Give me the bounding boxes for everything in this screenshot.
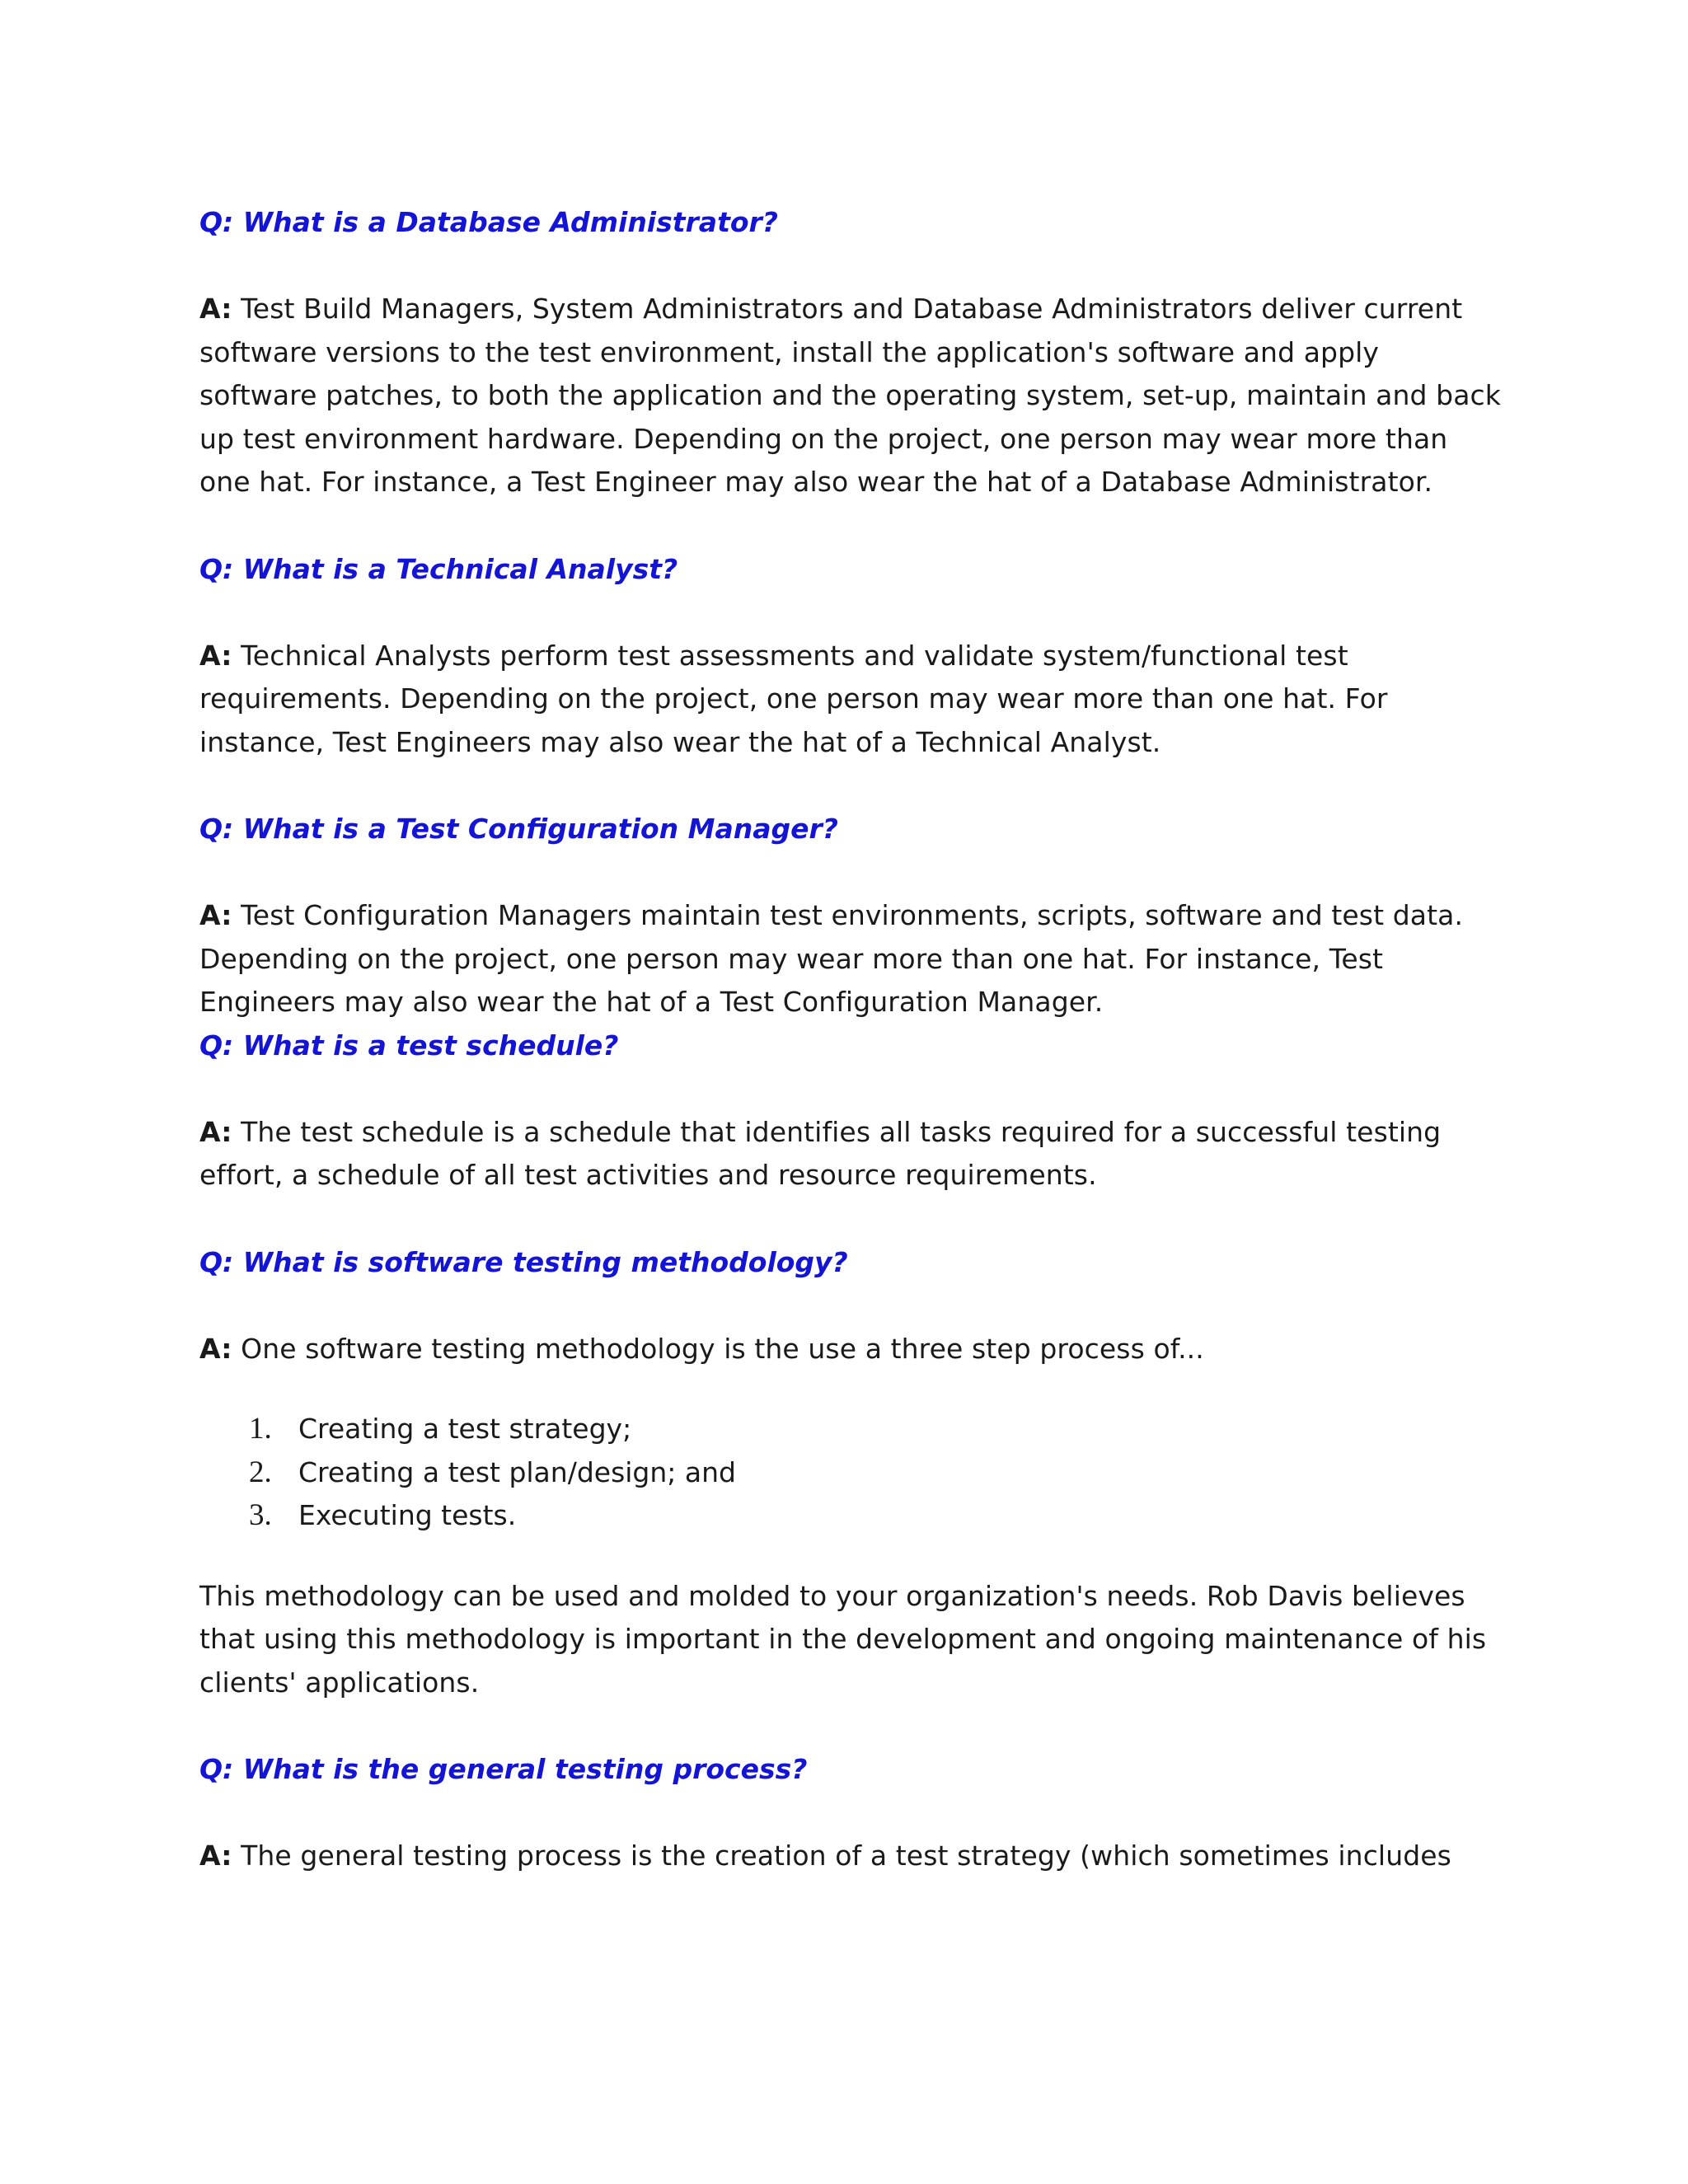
answer-text: The test schedule is a schedule that identifies all tasks required for a successful testing effort, a schedule of all test activities and resource requirements. (199, 1115, 1442, 1191)
answer-label: A: (199, 1332, 232, 1365)
answer-paragraph (199, 894, 1502, 1024)
list-item-text: Creating a test plan/design; and (298, 1455, 736, 1488)
answer-paragraph (199, 1835, 1502, 1878)
list-number: 2. (249, 1455, 272, 1489)
list-item-text: Executing tests. (298, 1499, 517, 1531)
answer-label: A: (199, 639, 232, 672)
question-heading: Q: What is the general testing process? (199, 1753, 808, 1785)
list-item (199, 1408, 1502, 1451)
answer-paragraph (199, 288, 1502, 504)
answer-text: Test Build Managers, System Administrators and Database Administrators deliver current software versions to the test environment, install the application's software and apply software patches, to both the application and the operating system, set-up, maintain and back up test environment hardware. Depending on the project, one person may wear more than one hat. For instance, a Test Engineer may also wear the hat of a Database Administrator. (199, 293, 1501, 498)
answer-text: Test Configuration Managers maintain test environments, scripts, software and test data. Depending on the project, one person may wear more than one hat. For instance, Test Engineers may also wear the hat of a Test Configuration Manager. (199, 899, 1464, 1018)
answer-label: A: (199, 899, 232, 931)
answer-text: One software testing methodology is the use a three step process of... (241, 1332, 1204, 1365)
answer-paragraph (199, 635, 1502, 765)
answer-paragraph (199, 1111, 1502, 1197)
answer-text: Technical Analysts perform test assessments and validate system/functional test requirements. Depending on the project, one person may wear more than one hat. For instance, Test Engineers may also wear the hat of a Technical Analyst. (199, 639, 1388, 758)
list-number: 1. (249, 1412, 272, 1446)
answer-label: A: (199, 1115, 232, 1148)
list-number: 3. (249, 1498, 272, 1532)
list-item (199, 1451, 1502, 1495)
steps-list (199, 1408, 1502, 1538)
answer-text: The general testing process is the creation of a test strategy (which sometimes includes (241, 1840, 1451, 1872)
answer-label: A: (199, 1840, 232, 1872)
document-page (199, 201, 1502, 1878)
list-item-text: Creating a test strategy; (298, 1413, 632, 1445)
answer-paragraph (199, 1328, 1502, 1371)
question-heading: Q: What is a Test Configuration Manager? (199, 813, 838, 845)
question-heading: Q: What is a Database Administrator? (199, 206, 778, 238)
followup-paragraph: This methodology can be used and molded to your organization's needs. Rob Davis believes that using this methodology is important in the development and ongoing maintenance of his clients' applications. (199, 1579, 1487, 1699)
answer-label: A: (199, 293, 232, 325)
question-heading: Q: What is a test schedule? (199, 1029, 619, 1062)
list-item (199, 1494, 1502, 1538)
question-heading: Q: What is a Technical Analyst? (199, 552, 678, 585)
question-heading: Q: What is software testing methodology? (199, 1245, 848, 1278)
